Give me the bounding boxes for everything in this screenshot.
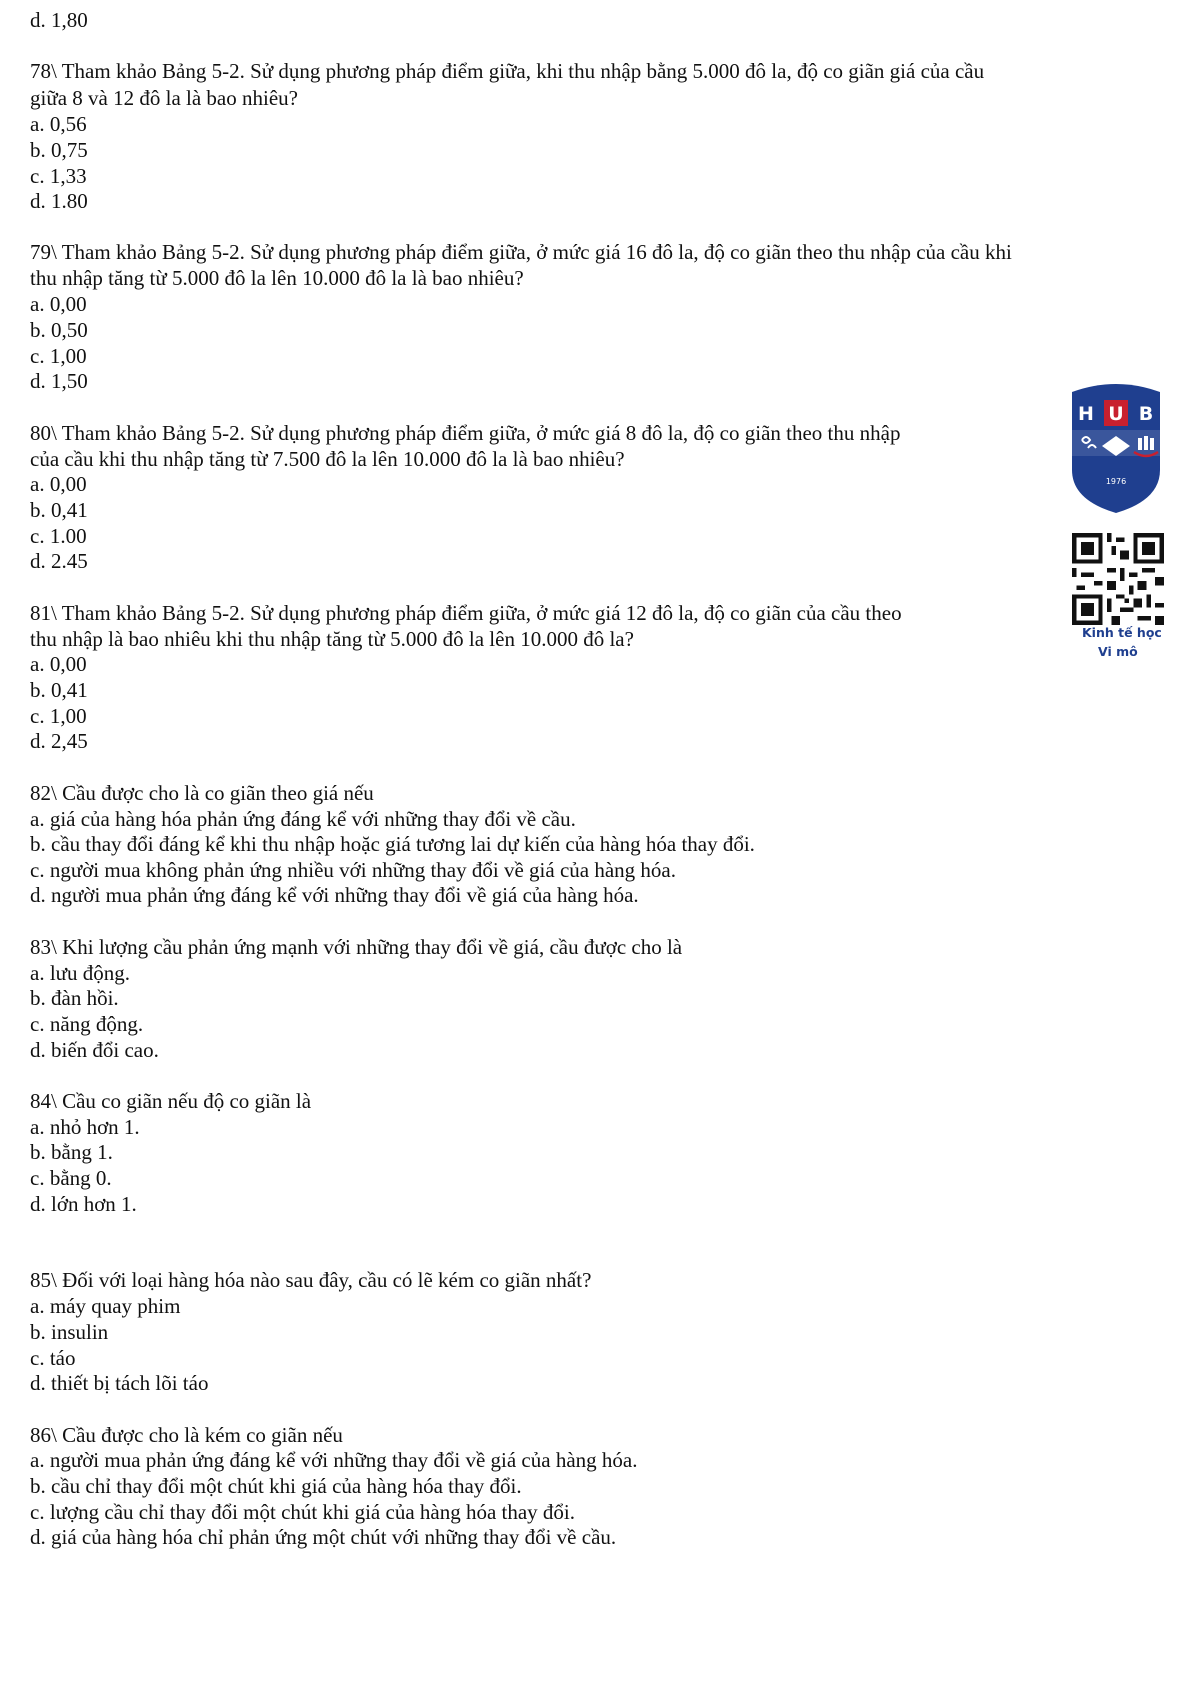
answer-option: a. 0,00: [30, 652, 87, 676]
answer-option: b. 0,41: [30, 678, 88, 702]
answer-option: b. 0,50: [30, 318, 88, 342]
answer-option: d. 1,50: [30, 369, 88, 393]
answer-option: d. 2.45: [30, 549, 88, 573]
answer-option: a. máy quay phim: [30, 1294, 181, 1318]
answer-option: a. 0,00: [30, 292, 87, 316]
answer-option: a. 0,56: [30, 112, 87, 136]
answer-option: c. 1,00: [30, 704, 87, 728]
answer-option: b. 0,41: [30, 498, 88, 522]
question-86-text: 86\ Cầu được cho là kém co giãn nếu: [30, 1423, 343, 1447]
answer-option: d. 1.80: [30, 189, 88, 213]
hub-shield-logo: [1068, 380, 1164, 515]
answer-option: d. người mua phản ứng đáng kể với những thay đổi về giá của hàng hóa.: [30, 883, 639, 907]
question-85-text: 85\ Đối với loại hàng hóa nào sau đây, cầu có lẽ kém co giãn nhất?: [30, 1268, 592, 1292]
answer-option: c. lượng cầu chỉ thay đổi một chút khi giá của hàng hóa thay đổi.: [30, 1500, 576, 1524]
answer-option: b. bằng 1.: [30, 1140, 113, 1164]
logo-letter: U: [1108, 403, 1124, 425]
question-80-text: 80\ Tham khảo Bảng 5-2. Sử dụng phương pháp điểm giữa, ở mức giá 8 đô la, độ co giãn theo thu nhập: [30, 421, 901, 445]
logo-year: 1976: [1105, 477, 1127, 486]
question-81-text-cont: thu nhập là bao nhiêu khi thu nhập tăng từ 5.000 đô la lên 10.000 đô la?: [30, 627, 634, 651]
answer-option: d. 2,45: [30, 729, 88, 753]
question-80-text-cont: của cầu khi thu nhập tăng từ 7.500 đô la lên 10.000 đô la là bao nhiêu?: [30, 447, 625, 471]
question-78-text: 78\ Tham khảo Bảng 5-2. Sử dụng phương pháp điểm giữa, khi thu nhập bằng 5.000 đô la, độ co giãn giá của cầu: [30, 59, 985, 83]
answer-option: b. cầu chỉ thay đổi một chút khi giá của hàng hóa thay đổi.: [30, 1474, 522, 1498]
answer-option: c. 1,00: [30, 344, 87, 368]
question-79-text: 79\ Tham khảo Bảng 5-2. Sử dụng phương pháp điểm giữa, ở mức giá 16 đô la, độ co giãn theo thu nhập của cầu khi: [30, 240, 1012, 264]
answer-option: c. năng động.: [30, 1012, 144, 1036]
answer-option: d. giá của hàng hóa chỉ phản ứng một chút với những thay đổi về cầu.: [30, 1525, 617, 1549]
question-83-text: 83\ Khi lượng cầu phản ứng mạnh với những thay đổi về giá, cầu được cho là: [30, 935, 683, 959]
answer-option: a. người mua phản ứng đáng kể với những thay đổi về giá của hàng hóa.: [30, 1448, 638, 1472]
answer-option: a. nhỏ hơn 1.: [30, 1115, 140, 1139]
question-82-text: 82\ Cầu được cho là co giãn theo giá nếu: [30, 781, 374, 805]
answer-option: b. insulin: [30, 1320, 109, 1344]
answer-option: d. thiết bị tách lõi táo: [30, 1371, 209, 1395]
logo-letter: H: [1078, 403, 1094, 425]
answer-option: b. đàn hồi.: [30, 986, 119, 1010]
course-caption-line1: Kinh tế học: [1082, 625, 1162, 640]
brand-sidebar: [1068, 380, 1174, 659]
answer-option: c. người mua không phản ứng nhiều với những thay đổi về giá của hàng hóa.: [30, 858, 676, 882]
answer-option: a. 0,00: [30, 472, 87, 496]
answer-option: b. cầu thay đổi đáng kể khi thu nhập hoặc giá tương lai dự kiến của hàng hóa thay đổi.: [30, 832, 755, 856]
question-79-text-cont: thu nhập tăng từ 5.000 đô la lên 10.000 đô la là bao nhiêu?: [30, 266, 524, 290]
question-84-text: 84\ Cầu co giãn nếu độ co giãn là: [30, 1089, 312, 1113]
question-78-text-cont: giữa 8 và 12 đô la là bao nhiêu?: [30, 86, 298, 110]
answer-option: b. 0,75: [30, 138, 88, 162]
qr-code-icon: [1072, 533, 1164, 625]
answer-option: c. 1,33: [30, 164, 87, 188]
answer-option: c. bằng 0.: [30, 1166, 112, 1190]
answer-option: d. 1,80: [30, 8, 88, 32]
answer-option: c. 1.00: [30, 524, 87, 548]
answer-option: d. biến đổi cao.: [30, 1038, 159, 1062]
course-caption-line2: Vi mô: [1098, 644, 1138, 659]
logo-letter: B: [1138, 403, 1154, 425]
answer-option: a. giá của hàng hóa phản ứng đáng kể với những thay đổi về cầu.: [30, 807, 576, 831]
answer-option: d. lớn hơn 1.: [30, 1192, 137, 1216]
answer-option: a. lưu động.: [30, 961, 131, 985]
answer-option: c. táo: [30, 1346, 76, 1370]
question-81-text: 81\ Tham khảo Bảng 5-2. Sử dụng phương pháp điểm giữa, ở mức giá 12 đô la, độ co giãn của cầu theo: [30, 601, 902, 625]
